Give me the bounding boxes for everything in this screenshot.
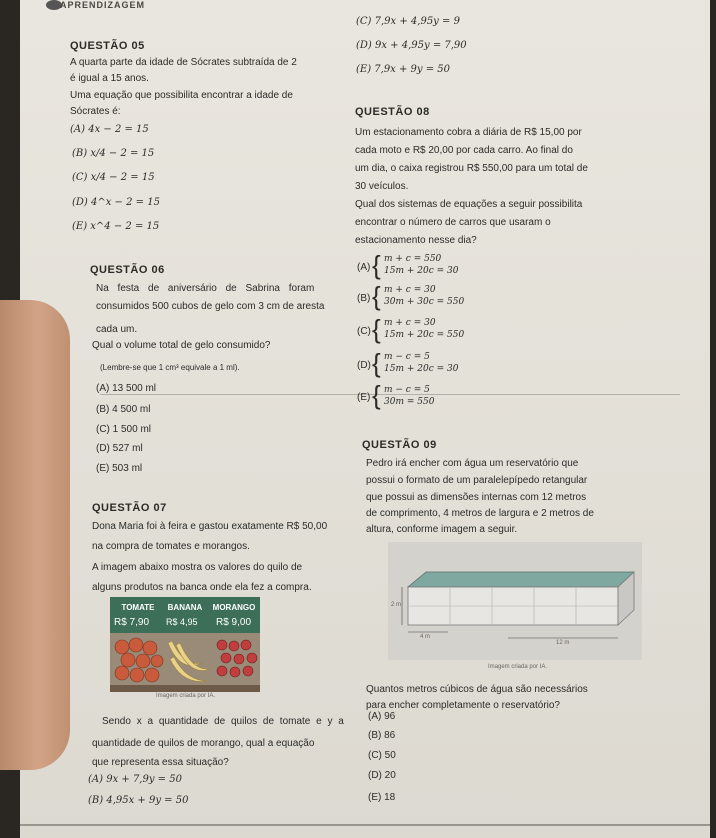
q09-option-a[interactable]: (A) 96	[368, 711, 396, 722]
q07-question-1: Sendo x a quantidade de quilos de tomate e y a	[102, 716, 344, 727]
q06-option-d[interactable]: (D) 527 ml	[96, 443, 143, 454]
q07-image-caption: Imagem criada por IA.	[156, 693, 216, 699]
q09-text-4: de comprimento, 4 metros de largura e 2 metros de	[366, 508, 594, 519]
q06-option-b[interactable]: (B) 4 500 ml	[96, 404, 151, 415]
q08-option-d-label[interactable]: (D)	[357, 360, 371, 371]
dimension-height: 2 m	[391, 602, 402, 608]
q05-text-2: é igual a 15 anos.	[70, 73, 149, 84]
q09-question-2: para encher completamente o reservatório?	[366, 700, 560, 711]
q08-option-a-eq1: m + c = 550	[384, 254, 442, 264]
market-stall-image	[110, 597, 260, 692]
q09-question-1: Quantos metros cúbicos de água são necessários	[366, 684, 588, 695]
q06-text-3: cada um.	[96, 324, 138, 335]
price-label-banana: BANANA	[167, 603, 203, 612]
q07-option-d[interactable]: (D) 9x + 4,95y = 7,90	[356, 40, 467, 51]
q08-option-b-eq1: m + c = 30	[384, 285, 436, 295]
q09-option-b[interactable]: (B) 86	[368, 730, 396, 741]
q08-heading: QUESTÃO 08	[355, 106, 430, 118]
q08-option-d-eq1: m − c = 5	[384, 352, 430, 362]
q07-text-4: alguns produtos na banca onde ela fez a compra.	[92, 582, 312, 593]
q08-option-c-brace: {	[372, 314, 381, 344]
q09-text-1: Pedro irá encher com água um reservatório que	[366, 458, 579, 469]
q06-note: (Lembre-se que 1 cm³ equivale a 1 ml).	[100, 363, 240, 372]
q07-option-c[interactable]: (C) 7,9x + 4,95y = 9	[356, 16, 460, 27]
q09-heading: QUESTÃO 09	[362, 439, 437, 451]
q08-text-6: encontrar o número de carros que usaram o	[355, 217, 551, 228]
q07-option-a[interactable]: (A) 9x + 7,9y = 50	[88, 774, 182, 785]
q05-option-d[interactable]: (D) 4^x − 2 = 15	[72, 197, 160, 208]
q09-image-caption: Imagem criada por IA.	[488, 664, 548, 670]
q08-text-1: Um estacionamento cobra a diária de R$ 15,00 por	[355, 127, 582, 138]
q07-question-2: quantidade de quilos de morango, qual a equação	[92, 738, 315, 749]
q09-text-2: possui o formato de um paralelepípedo retangular	[366, 475, 588, 486]
price-banana: R$ 4,95	[166, 617, 198, 627]
q08-option-a-brace: {	[372, 250, 381, 280]
q08-option-d-eq2: 15m + 20c = 30	[384, 364, 459, 374]
q07-option-e[interactable]: (E) 7,9x + 9y = 50	[356, 64, 451, 75]
q08-option-a-label[interactable]: (A)	[357, 262, 371, 273]
q08-text-5: Qual dos sistemas de equações a seguir possibilita	[355, 199, 583, 210]
q08-option-e-eq1: m − c = 5	[384, 385, 430, 395]
reservoir-image	[388, 542, 642, 660]
q08-option-d-brace: {	[372, 348, 381, 378]
produce-illustration	[110, 633, 260, 692]
q09-option-c[interactable]: (C) 50	[368, 750, 396, 761]
q06-option-a[interactable]: (A) 13 500 ml	[96, 383, 157, 394]
q08-text-7: estacionamento nesse dia?	[355, 235, 477, 246]
holding-thumb	[0, 300, 70, 770]
q08-text-2: cada moto e R$ 20,00 por cada carro. Ao final do	[355, 145, 573, 156]
q08-option-c-eq1: m + c = 30	[384, 318, 436, 328]
paper-fold	[20, 824, 710, 826]
q06-text-2: consumidos 500 cubos de gelo com 3 cm de aresta	[96, 301, 325, 312]
dimension-width: 4 m	[420, 634, 431, 640]
price-tomato: R$ 7,90	[114, 617, 150, 628]
q06-heading: QUESTÃO 06	[90, 264, 165, 276]
q05-heading: QUESTÃO 05	[70, 40, 145, 52]
q09-text-5: altura, conforme imagem a seguir.	[366, 524, 518, 535]
q06-option-e[interactable]: (E) 503 ml	[96, 463, 143, 474]
q08-option-e-brace: {	[372, 380, 381, 410]
q07-option-b[interactable]: (B) 4,95x + 9y = 50	[88, 795, 189, 806]
reservoir-illustration	[388, 542, 642, 660]
q06-text-1: Na festa de aniversário de Sabrina foram	[96, 283, 315, 294]
q05-option-a[interactable]: (A) 4x − 2 = 15	[70, 124, 149, 135]
q08-option-b-brace: {	[372, 281, 381, 311]
q08-option-a-eq2: 15m + 20c = 30	[384, 266, 459, 276]
q07-text-3: A imagem abaixo mostra os valores do quilo de	[92, 562, 303, 573]
q09-option-e[interactable]: (E) 18	[368, 792, 396, 803]
dimension-length: 12 m	[556, 640, 570, 646]
q09-option-d[interactable]: (D) 20	[368, 770, 396, 781]
page-header: APRENDIZAGEM	[60, 0, 146, 10]
q07-question-3: que representa essa situação?	[92, 757, 229, 768]
q06-text-4: Qual o volume total de gelo consumido?	[92, 340, 271, 351]
q07-text-1: Dona Maria foi à feira e gastou exatamente R$ 50,00	[92, 521, 328, 532]
q08-option-c-eq2: 15m + 20c = 550	[384, 330, 465, 340]
q05-option-c[interactable]: (C) x/4 − 2 = 15	[72, 172, 155, 183]
q06-option-c[interactable]: (C) 1 500 ml	[96, 424, 152, 435]
q05-text-4: Sócrates é:	[70, 106, 121, 117]
price-label-strawberry: MORANGO	[212, 603, 256, 612]
q08-option-c-label[interactable]: (C)	[357, 326, 371, 337]
q05-option-b[interactable]: (B) x/4 − 2 = 15	[72, 148, 155, 159]
price-label-tomato: TOMATE	[121, 603, 155, 612]
q05-text-1: A quarta parte da idade de Sócrates subtraída de 2	[70, 57, 297, 68]
q08-text-3: um dia, o caixa registrou R$ 550,00 para um total de	[355, 163, 588, 174]
q05-text-3: Uma equação que possibilita encontrar a idade de	[70, 90, 293, 101]
q09-text-3: que possui as dimensões internas com 12 metros	[366, 492, 587, 503]
q08-option-b-label[interactable]: (B)	[357, 293, 371, 304]
q08-option-e-eq2: 30m = 550	[384, 397, 435, 407]
q05-option-e[interactable]: (E) x^4 − 2 = 15	[72, 221, 160, 232]
q08-text-4: 30 veículos.	[355, 181, 409, 192]
q08-option-e-label[interactable]: (E)	[357, 392, 371, 403]
q07-heading: QUESTÃO 07	[92, 502, 167, 514]
q08-option-b-eq2: 30m + 30c = 550	[384, 297, 465, 307]
q07-text-2: na compra de tomates e morangos.	[92, 541, 250, 552]
price-strawberry: R$ 9,00	[216, 617, 252, 628]
